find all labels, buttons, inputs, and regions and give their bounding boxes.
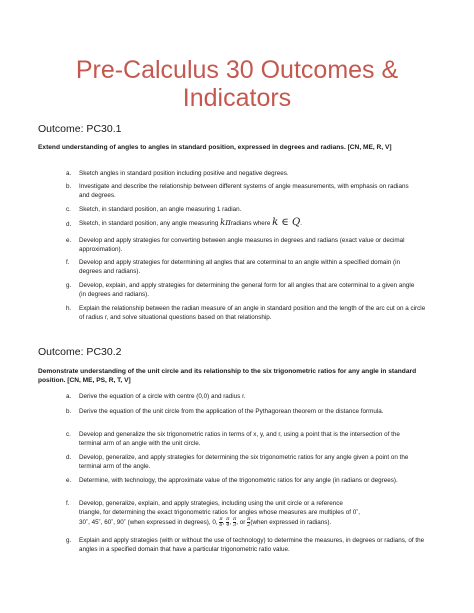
indicator-text: Develop, generalize, and apply strategies for determining the six trigonometric ratios for any angle given a point on the terminal arm of the angle. (79, 454, 409, 470)
fraction-numerator: π (226, 516, 230, 523)
indicator-text: Derive the equation of a circle with centre (0,0) and radius r. (79, 393, 246, 400)
fraction-denominator: 3 (233, 522, 237, 529)
fraction-denominator: 4 (226, 522, 230, 529)
or-word: or (239, 519, 246, 527)
indicator-text: Determine, with technology, the approximate value of the trigonometric ratios for any angle (in radians or degrees). (79, 477, 398, 484)
indicator-text-part: Sketch, in standard position, any angle measuring (79, 220, 221, 227)
indicator-text: Develop and generalize the six trigonometric ratios in terms of x, y, and r, using a point that is the intersection of the terminal arm of an angle with the unit circle. (79, 431, 400, 447)
fraction-pi-over-4 (226, 517, 229, 528)
fraction-denominator: 2 (247, 522, 251, 529)
indicator-text: Sketch angles in standard position including positive and negative degrees. (79, 170, 289, 177)
page-title-line1: Pre-Calculus 30 Outcomes & (75, 56, 399, 84)
item-label: b. (66, 183, 72, 190)
fraction-pi-over-6 (219, 517, 222, 528)
indicator-text-with-math (79, 219, 419, 229)
indicator-text-part: radians where (230, 220, 273, 227)
item-label: e. (66, 477, 72, 484)
indicator-text: Explain the relationship between the radian measure of an angle in standard position and the length of the arc cut on a circle of radius r, and solve situational questions based on that relationship. (79, 305, 426, 321)
math-k-pi: kπ (220, 218, 231, 228)
item-label: a. (66, 393, 72, 400)
item-label: f. (66, 259, 70, 266)
item-label: c. (66, 206, 71, 213)
indicator-text: Explain and apply strategies (with or without the use of technology) to determine the measures, in degrees or radians, of the angles in a specified domain that have a particular trigonometric ratio value. (79, 537, 425, 553)
outcome-statement-pc30-2: Demonstrate understanding of the unit circle and its relationship to the six trigonometric ratios for any angle in standard position. [CN, ME, PS, R, T, V] (38, 368, 417, 384)
outcome-heading-pc30-1: Outcome: PC30.1 (38, 123, 122, 135)
item-label: c. (66, 431, 71, 438)
item-label: a. (66, 170, 72, 177)
item-label: d. (66, 454, 72, 461)
indicator-text: Sketch, in standard position, an angle measuring 1 radian. (79, 206, 242, 213)
item-label: b. (66, 408, 72, 415)
item-label: g. (66, 282, 72, 289)
indicator-text-part: (when expressed in radians). (250, 519, 332, 527)
outcome-heading-pc30-2: Outcome: PC30.2 (38, 346, 122, 358)
indicator-text: Develop and apply strategies for converting between angle measures in degrees and radians (exact value or decimal approximation). (79, 237, 405, 253)
item-label: g. (66, 537, 72, 544)
item-label: h. (66, 305, 72, 312)
indicator-text-line: Develop, generalize, explain, and apply strategies, including using the unit circle or a reference (79, 500, 343, 507)
indicator-text-part: . (300, 220, 302, 227)
fraction-numerator: π (247, 516, 251, 523)
page-title-line2: Indicators (182, 84, 292, 112)
indicator-text: Develop and apply strategies for determining all angles that are coterminal to an angle within a specified domain (in degrees and radians). (79, 259, 400, 275)
indicator-text: Develop, explain, and apply strategies for determining the general form for all angles that are coterminal to a given angle (in degrees and radians). (79, 282, 415, 298)
indicator-text-part: 30˚, 45˚, 60˚, 90˚ (when expressed in degrees), 0, (79, 519, 220, 527)
item-label: d. (66, 221, 72, 228)
item-label: e. (66, 237, 72, 244)
indicator-text: Derive the equation of the unit circle from the application of the Pythagorean theorem or the distance formula. (79, 408, 384, 415)
indicator-text: Investigate and describe the relationship between different systems of angle measurements, with emphasis on radians and degrees. (79, 183, 409, 199)
fraction-numerator: π (219, 516, 223, 523)
fraction-numerator: π (232, 516, 237, 523)
item-label: f. (66, 500, 70, 507)
indicator-text-with-fractions (79, 500, 429, 528)
outcome-statement-pc30-1: Extend understanding of angles to angles in standard position, expressed in degrees and radians. [CN, ME, R, V] (38, 144, 392, 151)
indicator-text-line: 30˚, 45˚, 60˚, 90˚ (when expressed in degrees), 0, $\frac{\pi}{6}$ , $\frac{\pi}{4}$ , $\frac{\pi}{3}$ , or $\frac{\pi}{2}$ (when expressed in radians). (79, 516, 332, 529)
indicator-text-line: triangle, for determining the exact trigonometric ratios for angles whose measures are multiples of 0˚, (79, 508, 361, 516)
fraction-pi-over-3 (233, 517, 236, 528)
fraction-denominator: 6 (219, 522, 223, 529)
math-k-in-q: k ∈ Q (272, 217, 301, 228)
